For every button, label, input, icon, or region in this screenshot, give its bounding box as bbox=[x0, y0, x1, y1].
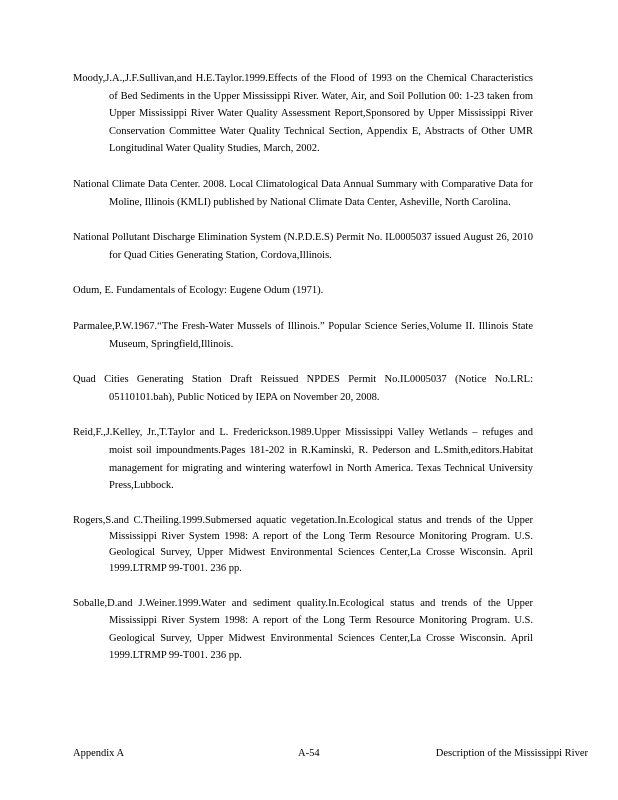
footer-page-number: A-54 bbox=[298, 748, 320, 759]
reference-quad-cities: Quad Cities Generating Station Draft Reissued NPDES Permit No.IL0005037 (Notice No.LRL: 05110101.bah), Public Noticed by IEPA on November 20, 2008. bbox=[73, 374, 533, 403]
reference-npdes: National Pollutant Discharge Elimination System (N.P.D.E.S) Permit No. IL0005037 issued August 26, 2010 for Quad Cities Generating Station, Cordova,Illinois. bbox=[73, 232, 533, 261]
reference-soballe: Soballe,D.and J.Weiner.1999.Water and sediment quality.In.Ecological status and trends of the Upper Mississippi River System 1998: A report of the Long Term Resource Monitoring Program. U.S. Geological Survey, Upper Midwest Environmental Sciences Center,La Crosse Wisconsin. April 1999.LTRMP 99-T001. 236 pp. bbox=[73, 597, 533, 662]
reference-moody: Moody,J.A.,J.F.Sullivan,and H.E.Taylor.1999.Effects of the Flood of 1993 on the Chemical Characteristics of Bed Sediments in the Upper Mississippi River. Water, Air, and Soil Pollution 00: 1-23 taken from Upper Mississippi River Water Quality Assessment Report,Sponsored by Upper Mississippi River Conservation Committee Water Quality Technical Section, Appendix E, Abstracts of Other UMR Longitudinal Water Quality Studies, March, 2002. bbox=[73, 73, 533, 155]
reference-ncdc: National Climate Data Center. 2008. Local Climatological Data Annual Summary with Comparative Data for Moline, Illinois (KMLI) published by National Climate Data Center, Asheville, North Carolina. bbox=[73, 178, 533, 208]
reference-list bbox=[73, 70, 533, 665]
footer-appendix: Appendix A bbox=[73, 748, 125, 759]
footer-section-title: Description of the Mississippi River bbox=[435, 748, 588, 759]
reference-parmalee: Parmalee,P.W.1967.“The Fresh-Water Mussels of Illinois.” Popular Science Series,Volume II. Illinois State Museum, Springfield,Illinois. bbox=[73, 320, 533, 350]
reference-rogers: Rogers,S.and C.Theiling.1999.Submersed aquatic vegetation.In.Ecological status and trends of the Upper Mississippi River System 1998: A report of the Long Term Resource Monitoring Program. U.S. Geological Survey, Upper Midwest Environmental Sciences Center,La Crosse Wisconsin. April 1999.LTRMP 99-T001. 236 pp. bbox=[73, 514, 533, 574]
page-footer bbox=[73, 748, 588, 764]
reference-odum: Odum, E. Fundamentals of Ecology: Eugene Odum (1971). bbox=[73, 285, 324, 297]
reference-reid: Reid,F.,J.Kelley, Jr.,T.Taylor and L. Frederickson.1989.Upper Mississippi Valley Wetlands – refuges and moist soil impoundments.Pages 181-202 in R.Kaminski, R. Pederson and L.Smith,editors.Habitat management for migrating and wintering waterfowl in North America. Texas Technical University Press,Lubbock. bbox=[73, 427, 533, 492]
